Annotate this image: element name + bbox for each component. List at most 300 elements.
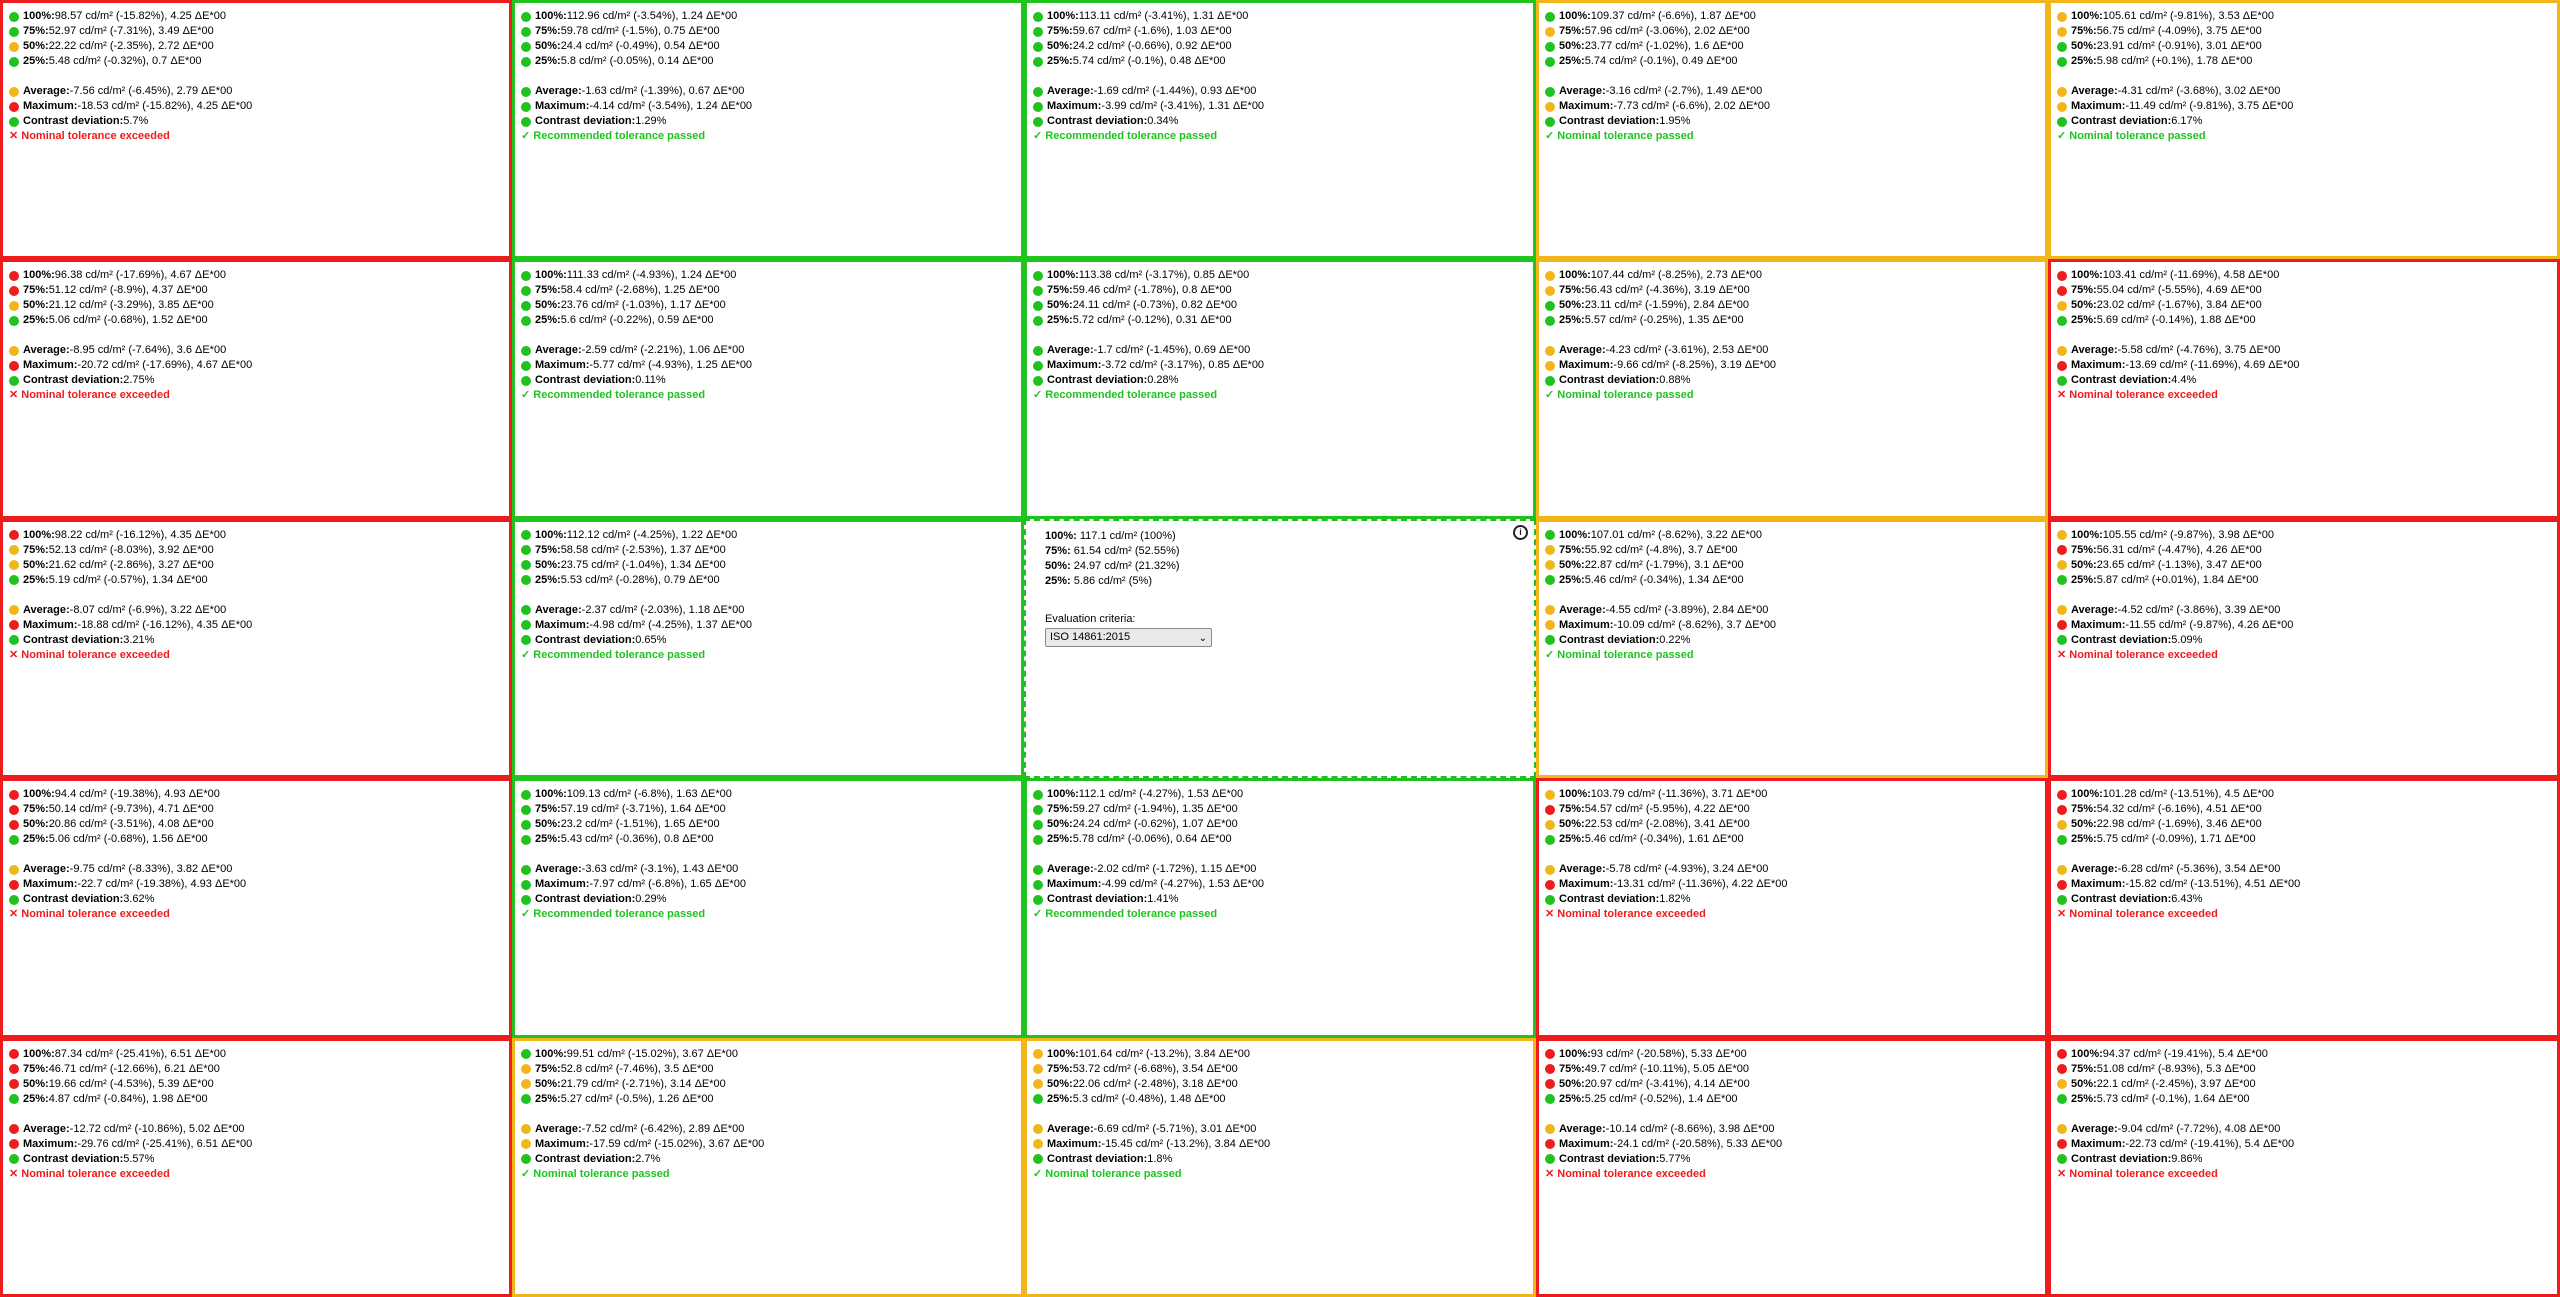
spacer	[9, 1107, 509, 1122]
status-dot-icon	[2057, 1064, 2067, 1074]
status-dot-icon	[2057, 820, 2067, 830]
luminance-row-label: 100%:	[2071, 788, 2103, 801]
luminance-row-label: 50%:	[23, 558, 49, 571]
stat-row	[9, 1122, 509, 1137]
luminance-row	[9, 313, 509, 328]
stat-row-label: Maximum:	[1047, 878, 1102, 891]
luminance-row	[1033, 802, 1533, 817]
stat-row-label: Average:	[23, 863, 70, 876]
luminance-row-value: 59.46 cd/m² (-1.78%), 0.8 ΔE*00	[1072, 284, 1232, 297]
status-dot-icon	[521, 87, 531, 97]
luminance-row-label: 25%:	[23, 573, 49, 586]
luminance-row-value: 57.19 cd/m² (-3.71%), 1.64 ΔE*00	[560, 803, 726, 816]
spacer	[521, 69, 1021, 84]
reference-value: 61.54 cd/m² (52.55%)	[1070, 544, 1180, 557]
luminance-row-value: 59.78 cd/m² (-1.5%), 0.75 ΔE*00	[560, 25, 720, 37]
luminance-row	[2057, 313, 2557, 328]
spacer	[521, 328, 1021, 343]
spacer	[1545, 847, 2045, 862]
status-dot-icon	[521, 865, 531, 875]
status-dot-icon	[1545, 620, 1555, 630]
stat-row-value: 0.22%	[1659, 633, 1691, 646]
luminance-row-label: 75%:	[1047, 25, 1073, 37]
status-dot-icon	[9, 1064, 19, 1074]
status-dot-icon	[1033, 1094, 1043, 1104]
status-dot-icon	[1545, 895, 1555, 905]
status-dot-icon	[2057, 620, 2067, 630]
spacer	[521, 1107, 1021, 1122]
stat-row	[1033, 1137, 1533, 1152]
reference-value: 5.86 cd/m² (5%)	[1070, 574, 1152, 587]
luminance-row-value: 21.79 cd/m² (-2.71%), 3.14 ΔE*00	[560, 1077, 726, 1090]
luminance-row	[521, 543, 1021, 558]
stat-row	[9, 603, 509, 618]
tolerance-status: ✓ Recommended tolerance passed	[521, 130, 706, 142]
stat-row-value: -5.58 cd/m² (-4.76%), 3.75 ΔE*00	[2117, 344, 2281, 357]
tolerance-status: ✕ Nominal tolerance exceeded	[2057, 648, 2218, 661]
luminance-row-label: 50%:	[23, 818, 49, 831]
status-dot-icon	[521, 560, 531, 570]
luminance-row	[1033, 787, 1533, 802]
luminance-row-value: 55.92 cd/m² (-4.8%), 3.7 ΔE*00	[1584, 543, 1738, 556]
status-dot-icon	[2057, 790, 2067, 800]
status-dot-icon	[1033, 1064, 1043, 1074]
status-dot-icon	[1545, 102, 1555, 112]
luminance-row	[9, 528, 509, 543]
status-dot-icon	[1033, 57, 1043, 67]
measurement-cell	[1536, 259, 2048, 518]
status-dot-icon	[9, 560, 19, 570]
status-dot-icon	[521, 27, 531, 37]
luminance-row-label: 50%:	[1047, 40, 1073, 52]
stat-row	[1545, 114, 2045, 129]
stat-row	[521, 877, 1021, 892]
stat-row	[521, 633, 1021, 648]
luminance-row-label: 50%:	[1559, 558, 1585, 571]
stat-row	[521, 84, 1021, 99]
spacer	[1045, 589, 1534, 604]
tolerance-status: ✕ Nominal tolerance exceeded	[9, 389, 170, 402]
status-dot-icon	[9, 575, 19, 585]
stat-row-label: Maximum:	[1559, 100, 1614, 112]
stat-row-value: 3.21%	[123, 633, 155, 646]
luminance-row-label: 100%:	[535, 1047, 567, 1060]
measurement-cell	[1536, 778, 2048, 1037]
luminance-row	[521, 1062, 1021, 1077]
stat-row	[1033, 892, 1533, 907]
luminance-row	[521, 528, 1021, 543]
luminance-row-value: 24.2 cd/m² (-0.66%), 0.92 ΔE*00	[1072, 40, 1232, 52]
luminance-row-label: 75%:	[535, 1062, 561, 1075]
reference-value: 24.97 cd/m² (21.32%)	[1070, 559, 1180, 572]
luminance-row	[1545, 543, 2045, 558]
luminance-row-label: 50%:	[2071, 818, 2097, 831]
status-dot-icon	[2057, 27, 2067, 37]
stat-row	[1545, 877, 2045, 892]
luminance-row	[2057, 802, 2557, 817]
stat-row-value: -3.72 cd/m² (-3.17%), 0.85 ΔE*00	[1101, 359, 1265, 372]
stat-row-value: -5.77 cd/m² (-4.93%), 1.25 ΔE*00	[589, 359, 753, 372]
luminance-row	[2057, 573, 2557, 588]
status-dot-icon	[2057, 805, 2067, 815]
stat-row-label: Average:	[1047, 85, 1094, 97]
luminance-row	[1033, 1062, 1533, 1077]
stat-row	[2057, 877, 2557, 892]
status-dot-icon	[1033, 880, 1043, 890]
status-dot-icon	[2057, 286, 2067, 296]
reference-label: 75%:	[1045, 544, 1071, 557]
luminance-row-label: 50%:	[535, 40, 561, 52]
status-dot-icon	[1033, 271, 1043, 281]
stat-row-label: Contrast deviation:	[535, 893, 636, 906]
spacer	[521, 847, 1021, 862]
status-dot-icon	[1545, 865, 1555, 875]
stat-row	[521, 1152, 1021, 1167]
stat-row-value: 5.77%	[1659, 1152, 1691, 1165]
stat-row	[521, 358, 1021, 373]
luminance-row-label: 75%:	[2071, 543, 2097, 556]
status-dot-icon	[9, 1124, 19, 1134]
luminance-row	[9, 268, 509, 283]
status-dot-icon	[9, 1094, 19, 1104]
luminance-row-value: 99.51 cd/m² (-15.02%), 3.67 ΔE*00	[566, 1047, 739, 1060]
reference-line	[1045, 559, 1534, 574]
stat-row	[2057, 1137, 2557, 1152]
luminance-row	[2057, 39, 2557, 54]
status-dot-icon	[521, 12, 531, 22]
stat-row	[521, 373, 1021, 388]
stat-row-label: Maximum:	[535, 1137, 590, 1150]
stat-row-label: Maximum:	[1559, 1137, 1614, 1150]
status-dot-icon	[2057, 361, 2067, 371]
luminance-row	[9, 24, 509, 39]
luminance-row-value: 5.3 cd/m² (-0.48%), 1.48 ΔE*00	[1072, 1092, 1226, 1105]
reference-cell	[1024, 519, 1536, 778]
stat-row-label: Average:	[2071, 85, 2118, 97]
status-dot-icon	[2057, 376, 2067, 386]
stat-row	[1033, 343, 1533, 358]
status-dot-icon	[9, 102, 19, 112]
stat-row	[9, 84, 509, 99]
luminance-row	[2057, 817, 2557, 832]
stat-row	[521, 99, 1021, 114]
status-dot-icon	[9, 835, 19, 845]
stat-row	[9, 99, 509, 114]
luminance-row-label: 100%:	[1559, 1047, 1591, 1060]
status-dot-icon	[1033, 27, 1043, 37]
luminance-row-value: 51.12 cd/m² (-8.9%), 4.37 ΔE*00	[48, 284, 208, 297]
measurement-cell	[512, 519, 1024, 778]
luminance-row-value: 54.32 cd/m² (-6.16%), 4.51 ΔE*00	[2096, 803, 2262, 816]
stat-row-label: Contrast deviation:	[2071, 115, 2172, 127]
stat-row	[2057, 633, 2557, 648]
measurement-cell	[1024, 1038, 1536, 1297]
luminance-row-value: 5.72 cd/m² (-0.12%), 0.31 ΔE*00	[1072, 314, 1232, 327]
stat-row-value: -6.28 cd/m² (-5.36%), 3.54 ΔE*00	[2117, 863, 2281, 876]
stat-row	[1545, 1137, 2045, 1152]
status-dot-icon	[1033, 316, 1043, 326]
luminance-row-label: 75%:	[1559, 543, 1585, 556]
tolerance-status: ✓ Nominal tolerance passed	[1545, 130, 1694, 142]
luminance-row-value: 24.11 cd/m² (-0.73%), 0.82 ΔE*00	[1072, 299, 1237, 312]
luminance-row-label: 25%:	[23, 314, 49, 327]
stat-row	[2057, 618, 2557, 633]
status-dot-icon	[1033, 805, 1043, 815]
status-dot-icon	[1545, 1079, 1555, 1089]
luminance-row-value: 22.22 cd/m² (-2.35%), 2.72 ΔE*00	[48, 40, 214, 52]
chevron-down-icon: ⌄	[1198, 632, 1207, 644]
luminance-row	[9, 787, 509, 802]
status-dot-icon	[1033, 1049, 1043, 1059]
stat-row-value: -17.59 cd/m² (-15.02%), 3.67 ΔE*00	[589, 1137, 765, 1150]
luminance-row-value: 5.74 cd/m² (-0.1%), 0.48 ΔE*00	[1072, 55, 1226, 67]
stat-row-value: -9.04 cd/m² (-7.72%), 4.08 ΔE*00	[2117, 1122, 2281, 1135]
status-dot-icon	[9, 1154, 19, 1164]
stat-row-label: Average:	[2071, 344, 2118, 357]
luminance-row-value: 112.96 cd/m² (-3.54%), 1.24 ΔE*00	[566, 10, 738, 22]
stat-row-value: -11.55 cd/m² (-9.87%), 4.26 ΔE*00	[2125, 618, 2294, 631]
spacer	[9, 328, 509, 343]
status-dot-icon	[1033, 865, 1043, 875]
luminance-row-value: 5.19 cd/m² (-0.57%), 1.34 ΔE*00	[48, 573, 208, 586]
stat-row-value: -13.69 cd/m² (-11.69%), 4.69 ΔE*00	[2125, 359, 2300, 372]
stat-row-value: -7.97 cd/m² (-6.8%), 1.65 ΔE*00	[589, 878, 746, 891]
luminance-row	[2057, 1077, 2557, 1092]
luminance-row	[1545, 39, 2045, 54]
luminance-row	[1033, 832, 1533, 847]
stat-row-value: -4.99 cd/m² (-4.27%), 1.53 ΔE*00	[1101, 878, 1265, 891]
stat-row	[9, 1137, 509, 1152]
stat-row-label: Average:	[1559, 1122, 1606, 1135]
luminance-row-label: 25%:	[2071, 314, 2097, 327]
spacer	[2057, 69, 2557, 84]
stat-row-label: Contrast deviation:	[1047, 1152, 1148, 1165]
stat-row	[9, 114, 509, 129]
tolerance-status: ✓ Recommended tolerance passed	[521, 908, 706, 921]
stat-row	[1545, 84, 2045, 99]
reference-label: 50%:	[1045, 559, 1071, 572]
luminance-row-label: 75%:	[23, 1062, 49, 1075]
luminance-row-value: 5.69 cd/m² (-0.14%), 1.88 ΔE*00	[2096, 314, 2256, 327]
luminance-row	[1033, 313, 1533, 328]
status-dot-icon	[1545, 575, 1555, 585]
status-dot-icon	[1545, 42, 1555, 52]
luminance-row-value: 5.75 cd/m² (-0.09%), 1.71 ΔE*00	[2096, 833, 2256, 846]
status-dot-icon	[2057, 880, 2067, 890]
luminance-row	[1545, 558, 2045, 573]
luminance-row-label: 75%:	[2071, 284, 2097, 297]
measurement-cell	[512, 1038, 1024, 1297]
status-dot-icon	[1545, 635, 1555, 645]
status-dot-icon	[1545, 805, 1555, 815]
luminance-row-value: 46.71 cd/m² (-12.66%), 6.21 ΔE*00	[48, 1062, 220, 1075]
status-dot-icon	[1545, 117, 1555, 127]
stat-row	[1033, 1152, 1533, 1167]
stat-row-label: Maximum:	[2071, 878, 2126, 891]
stat-row-value: -4.55 cd/m² (-3.89%), 2.84 ΔE*00	[1605, 603, 1769, 616]
luminance-row-value: 51.08 cd/m² (-8.93%), 5.3 ΔE*00	[2096, 1062, 2256, 1075]
luminance-row-label: 50%:	[535, 818, 561, 831]
stat-row	[9, 1152, 509, 1167]
luminance-row	[2057, 9, 2557, 24]
status-dot-icon	[521, 790, 531, 800]
luminance-row-value: 112.1 cd/m² (-4.27%), 1.53 ΔE*00	[1078, 788, 1244, 801]
luminance-row-value: 103.41 cd/m² (-11.69%), 4.58 ΔE*00	[2102, 269, 2280, 282]
stat-row	[2057, 343, 2557, 358]
tolerance-status: ✓ Recommended tolerance passed	[521, 648, 706, 661]
status-dot-icon	[2057, 575, 2067, 585]
status-dot-icon	[521, 1139, 531, 1149]
status-dot-icon	[1033, 361, 1043, 371]
luminance-row	[9, 573, 509, 588]
luminance-row-label: 75%:	[23, 284, 49, 297]
stat-row-value: 0.88%	[1659, 374, 1691, 387]
stat-row	[1545, 358, 2045, 373]
status-dot-icon	[1545, 271, 1555, 281]
luminance-row-value: 52.97 cd/m² (-7.31%), 3.49 ΔE*00	[48, 25, 214, 37]
luminance-row-value: 105.61 cd/m² (-9.81%), 3.53 ΔE*00	[2102, 10, 2275, 22]
stat-row-value: 1.8%	[1147, 1152, 1173, 1165]
stat-row-value: 0.28%	[1147, 374, 1179, 387]
luminance-row	[1545, 787, 2045, 802]
reference-label: 100%:	[1045, 529, 1077, 542]
luminance-row-label: 25%:	[535, 833, 561, 846]
luminance-row	[521, 1077, 1021, 1092]
spacer	[2057, 588, 2557, 603]
stat-row-label: Average:	[2071, 863, 2118, 876]
evaluation-criteria-label: Evaluation criteria:	[1045, 612, 1136, 625]
stat-row	[9, 373, 509, 388]
stat-row-label: Contrast deviation:	[2071, 893, 2172, 906]
stat-row	[1545, 343, 2045, 358]
status-dot-icon	[521, 805, 531, 815]
measurement-cell	[2048, 0, 2560, 259]
stat-row-value: 0.11%	[635, 374, 666, 387]
luminance-row	[521, 24, 1021, 39]
tolerance-status: ✓ Nominal tolerance passed	[2057, 130, 2206, 142]
luminance-row-value: 5.06 cd/m² (-0.68%), 1.52 ΔE*00	[48, 314, 208, 327]
stat-row-value: -22.7 cd/m² (-19.38%), 4.93 ΔE*00	[77, 878, 247, 891]
luminance-row-label: 50%:	[1047, 1077, 1073, 1090]
luminance-row-value: 5.74 cd/m² (-0.1%), 0.49 ΔE*00	[1584, 55, 1738, 67]
luminance-row	[9, 802, 509, 817]
luminance-row	[9, 1062, 509, 1077]
luminance-row	[1033, 24, 1533, 39]
stat-row-label: Contrast deviation:	[23, 115, 124, 127]
status-dot-icon	[1033, 301, 1043, 311]
stat-row-label: Average:	[23, 603, 70, 616]
luminance-row	[521, 39, 1021, 54]
stat-row	[2057, 1152, 2557, 1167]
stat-row	[1033, 358, 1533, 373]
luminance-row	[521, 802, 1021, 817]
status-dot-icon	[2057, 835, 2067, 845]
stat-row-label: Maximum:	[23, 1137, 78, 1150]
luminance-row	[1033, 268, 1533, 283]
luminance-row-label: 25%:	[23, 833, 49, 846]
stat-row-label: Average:	[2071, 1122, 2118, 1135]
luminance-row	[2057, 1062, 2557, 1077]
stat-row	[521, 1137, 1021, 1152]
measurement-cell	[512, 259, 1024, 518]
luminance-row-value: 94.37 cd/m² (-19.41%), 5.4 ΔE*00	[2102, 1047, 2268, 1060]
stat-row	[2057, 358, 2557, 373]
status-dot-icon	[521, 1049, 531, 1059]
stat-row	[1033, 862, 1533, 877]
evaluation-criteria-value: ISO 14861:2015	[1050, 630, 1131, 643]
luminance-row-value: 22.06 cd/m² (-2.48%), 3.18 ΔE*00	[1072, 1077, 1238, 1090]
spacer	[9, 847, 509, 862]
stat-row	[9, 877, 509, 892]
reference-line	[1045, 574, 1534, 589]
luminance-row-value: 101.28 cd/m² (-13.51%), 4.5 ΔE*00	[2102, 788, 2275, 801]
stat-row-label: Average:	[1559, 863, 1606, 876]
spacer	[2057, 328, 2557, 343]
status-dot-icon	[2057, 316, 2067, 326]
luminance-row-value: 5.73 cd/m² (-0.1%), 1.64 ΔE*00	[2096, 1092, 2250, 1105]
luminance-row-label: 25%:	[2071, 55, 2097, 67]
luminance-row-value: 23.75 cd/m² (-1.04%), 1.34 ΔE*00	[560, 558, 726, 571]
status-dot-icon	[9, 57, 19, 67]
luminance-row	[1033, 9, 1533, 24]
status-dot-icon	[2057, 87, 2067, 97]
evaluation-criteria-select[interactable]	[1045, 628, 1212, 647]
tolerance-status: ✓ Recommended tolerance passed	[521, 389, 706, 402]
luminance-row	[1033, 1092, 1533, 1107]
luminance-row-label: 25%:	[1559, 573, 1585, 586]
stat-row-label: Average:	[23, 344, 70, 357]
stat-row-value: -4.52 cd/m² (-3.86%), 3.39 ΔE*00	[2117, 603, 2281, 616]
status-dot-icon	[521, 316, 531, 326]
status-dot-icon	[521, 301, 531, 311]
stat-row-label: Maximum:	[535, 618, 590, 631]
stat-row-value: -10.14 cd/m² (-8.66%), 3.98 ΔE*00	[1605, 1122, 1775, 1135]
stat-row-label: Average:	[535, 344, 582, 357]
stat-row-value: -12.72 cd/m² (-10.86%), 5.02 ΔE*00	[69, 1122, 245, 1135]
luminance-row-value: 56.75 cd/m² (-4.09%), 3.75 ΔE*00	[2096, 25, 2262, 37]
luminance-row-value: 49.7 cd/m² (-10.11%), 5.05 ΔE*00	[1584, 1062, 1749, 1075]
stat-row	[1545, 373, 2045, 388]
status-dot-icon	[1545, 346, 1555, 356]
luminance-row-label: 100%:	[1559, 528, 1591, 541]
luminance-row	[1545, 528, 2045, 543]
stat-row-label: Contrast deviation:	[23, 1152, 124, 1165]
status-dot-icon	[2057, 1079, 2067, 1089]
luminance-row-label: 100%:	[23, 788, 55, 801]
stat-row	[1545, 862, 2045, 877]
status-dot-icon	[2057, 545, 2067, 555]
tolerance-status: ✓ Nominal tolerance passed	[521, 1167, 670, 1180]
status-dot-icon	[521, 605, 531, 615]
status-dot-icon	[1033, 102, 1043, 112]
luminance-row-label: 100%:	[2071, 528, 2103, 541]
luminance-row-value: 23.76 cd/m² (-1.03%), 1.17 ΔE*00	[560, 299, 726, 312]
stat-row-label: Contrast deviation:	[1559, 374, 1660, 387]
stat-row-value: -13.31 cd/m² (-11.36%), 4.22 ΔE*00	[1613, 878, 1788, 891]
luminance-row-value: 53.72 cd/m² (-6.68%), 3.54 ΔE*00	[1072, 1062, 1238, 1075]
luminance-row	[521, 1092, 1021, 1107]
luminance-row-label: 25%:	[1559, 55, 1585, 67]
status-dot-icon	[521, 361, 531, 371]
status-dot-icon	[1033, 1154, 1043, 1164]
luminance-row-label: 50%:	[1559, 818, 1585, 831]
reference-line	[1045, 529, 1534, 544]
status-dot-icon	[1033, 1124, 1043, 1134]
info-icon[interactable]: i	[1513, 525, 1528, 540]
status-dot-icon	[1545, 835, 1555, 845]
luminance-row-label: 75%:	[23, 25, 49, 37]
luminance-row-label: 50%:	[1047, 299, 1073, 312]
